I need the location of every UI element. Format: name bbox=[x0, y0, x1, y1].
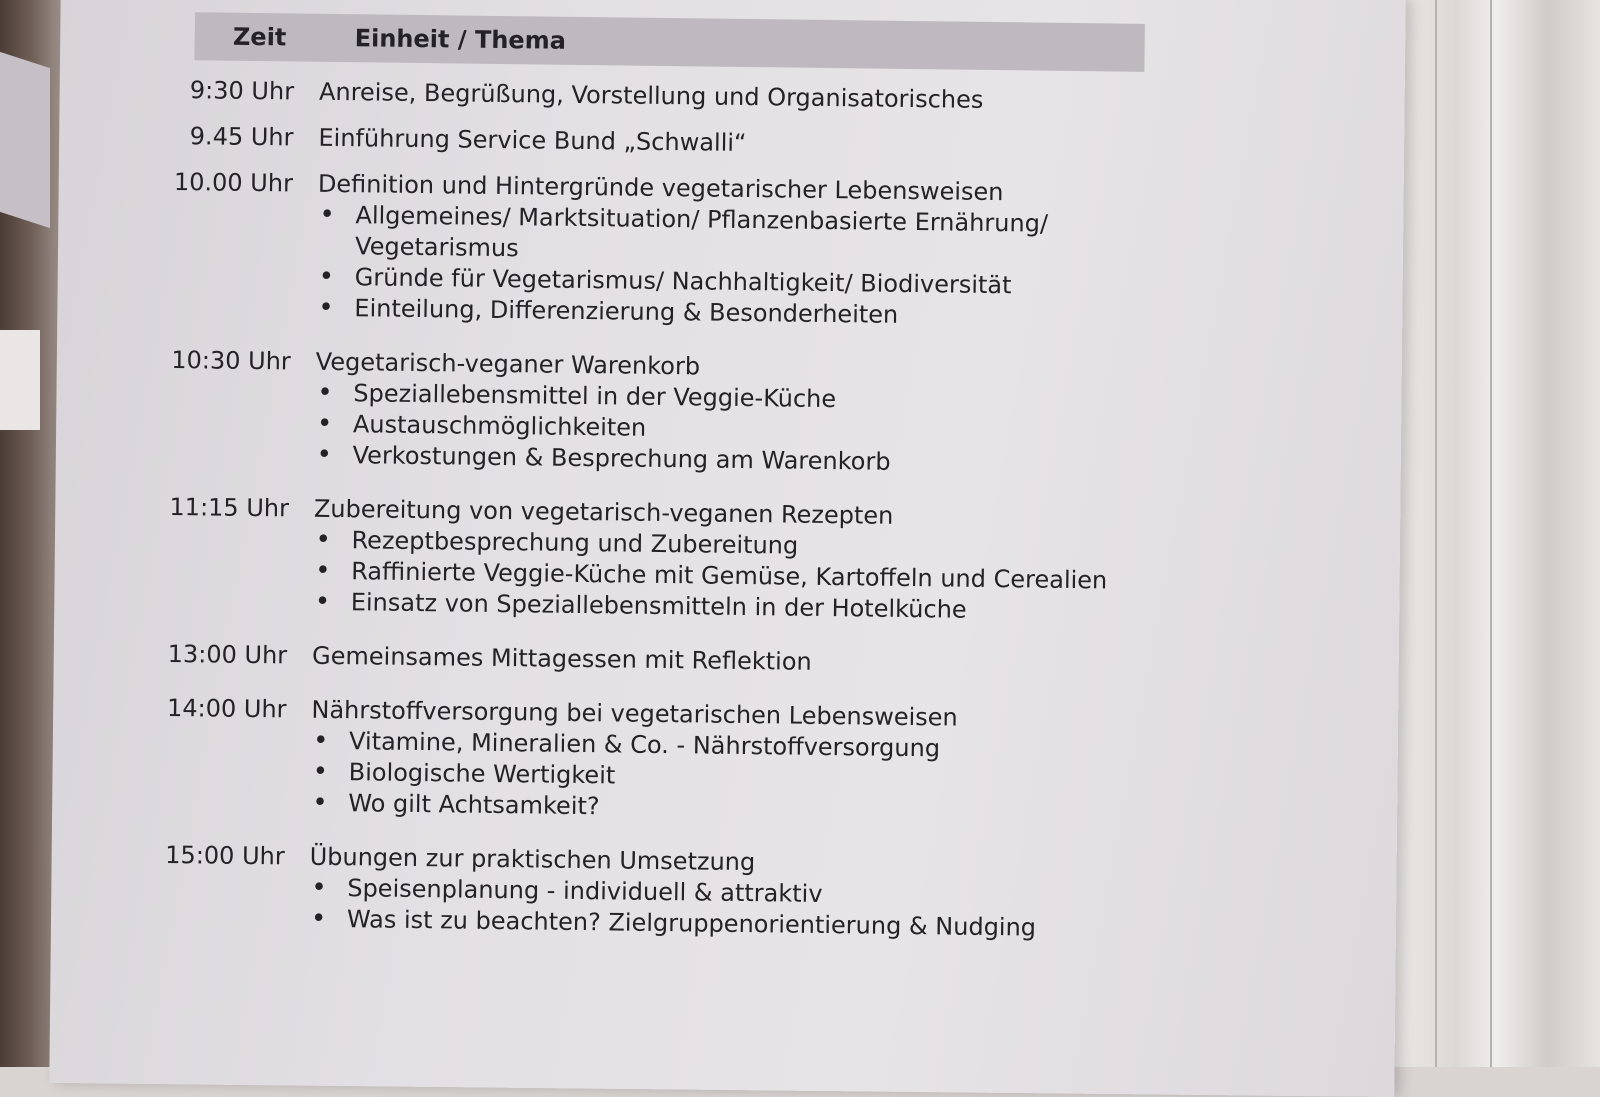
entry-bullet-list bbox=[310, 726, 1166, 829]
schedule-entry bbox=[169, 344, 1170, 481]
schedule-entry bbox=[167, 638, 1167, 682]
entry-topic: Nährstoffversorgung bei vegetarischen Lebensweisen bbox=[311, 695, 958, 732]
bullet-item: • Speziallebensmittel in der Veggie-Küche bbox=[315, 378, 1170, 419]
page-edge-line bbox=[1490, 0, 1492, 1067]
schedule-table-header bbox=[194, 12, 1145, 72]
entry-topic: Definition und Hintergründe vegetarischer Lebensweisen bbox=[317, 169, 1004, 207]
entry-body bbox=[319, 76, 1174, 118]
entry-time: 10:30 Uhr bbox=[171, 345, 291, 376]
entry-body bbox=[316, 168, 1173, 334]
entry-bullet-list bbox=[316, 200, 1172, 334]
schedule-entries bbox=[164, 74, 1174, 945]
schedule-entry bbox=[174, 74, 1174, 118]
bullet-item: • Gründe für Vegetarismus/ Nachhaltigkeit/ Biodiversität bbox=[317, 262, 1172, 303]
bullet-item: • Einteilung, Differenzierung & Besonderheiten bbox=[316, 293, 1171, 334]
header-topic-label: Einheit / Thema bbox=[354, 24, 567, 55]
entry-body bbox=[314, 346, 1170, 481]
entry-topic: Einführung Service Bund „Schwalli“ bbox=[318, 123, 747, 157]
entry-time: 9:30 Uhr bbox=[189, 76, 295, 106]
bullet-item: • Wo gilt Achtsamkeit? bbox=[310, 788, 1165, 829]
entry-topic: Übungen zur praktischen Umsetzung bbox=[309, 842, 756, 877]
entry-time: 11:15 Uhr bbox=[169, 492, 290, 523]
bullet-item: • Was ist zu beachten? Zielgruppenorientierung & Nudging bbox=[309, 904, 1164, 945]
schedule-entry bbox=[171, 166, 1173, 334]
entry-body bbox=[313, 493, 1169, 628]
entry-topic: Zubereitung von vegetarisch-veganen Rezepten bbox=[313, 494, 894, 530]
bullet-item: • Raffinierte Veggie-Küche mit Gemüse, Kartoffeln und Cerealien bbox=[313, 556, 1168, 597]
entry-time: 9.45 Uhr bbox=[189, 122, 294, 152]
entry-topic: Anreise, Begrüßung, Vorstellung und Organisatorisches bbox=[318, 77, 984, 114]
background-paper-scrap bbox=[0, 52, 50, 228]
header-time-label: Zeit bbox=[232, 22, 287, 52]
background-paper-scrap bbox=[0, 330, 40, 430]
bullet-item: • Verkostungen & Besprechung am Warenkorb bbox=[314, 440, 1169, 481]
entry-bullet-list bbox=[314, 378, 1170, 481]
page-edge-line bbox=[1435, 0, 1437, 1067]
entry-body bbox=[318, 122, 1173, 164]
bullet-item: • Austauschmöglichkeiten bbox=[315, 409, 1170, 450]
entry-time: 15:00 Uhr bbox=[165, 840, 285, 871]
bullet-item: • Rezeptbesprechung und Zubereitung bbox=[313, 525, 1168, 566]
bullet-item: • Einsatz von Speziallebensmitteln in der Hotelküche bbox=[313, 587, 1168, 628]
schedule-entry bbox=[164, 839, 1165, 945]
entry-bullet-list bbox=[309, 873, 1165, 945]
schedule-document bbox=[164, 12, 1175, 945]
schedule-entry bbox=[165, 692, 1166, 829]
schedule-entry bbox=[168, 491, 1169, 628]
entry-time: 13:00 Uhr bbox=[167, 639, 288, 670]
entry-bullet-list bbox=[313, 525, 1169, 628]
entry-topic: Vegetarisch-veganer Warenkorb bbox=[315, 347, 701, 381]
entry-topic: Gemeinsames Mittagessen mit Reflektion bbox=[311, 641, 812, 676]
entry-body bbox=[312, 640, 1167, 682]
schedule-entry bbox=[173, 120, 1173, 164]
bullet-item: • Allgemeines/ Marktsituation/ Pflanzenbasierte Ernährung/ Vegetarismus bbox=[317, 200, 1173, 272]
entry-time: 14:00 Uhr bbox=[166, 693, 287, 724]
entry-body bbox=[310, 694, 1166, 829]
bullet-item: • Vitamine, Mineralien & Co. - Nährstoffversorgung bbox=[311, 726, 1166, 767]
bullet-item: • Biologische Wertigkeit bbox=[311, 757, 1166, 798]
bullet-item: • Speisenplanung - individuell & attraktiv bbox=[309, 873, 1164, 914]
entry-body bbox=[309, 841, 1165, 945]
entry-time: 10.00 Uhr bbox=[173, 168, 294, 198]
